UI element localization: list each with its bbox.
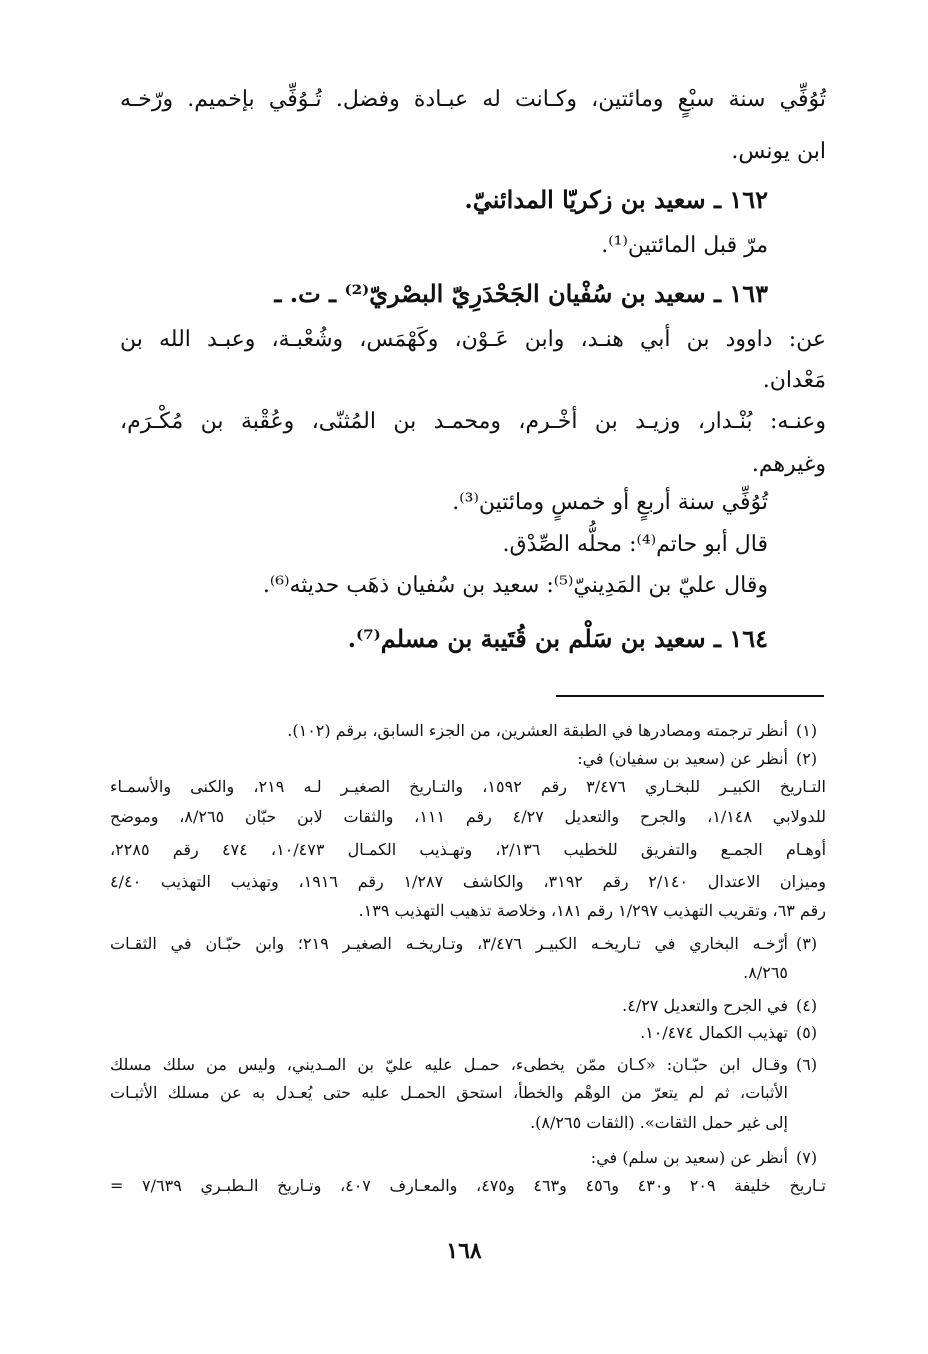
body-line: قال أبو حاتم⁽⁴⁾: محلُّه الصِّدْق. [502, 532, 768, 557]
body-line: عن: داوود بن أبي هنـد، وابن عَـوْن، وكَهْمَس، وشُعْبـة، وعبـد الله بن [120, 327, 826, 352]
entry-heading-163: ١٦٣ ـ سعيد بن سُفْيان الجَحْدَرِيّ البصْريّ⁽²⁾ ـ ت. ـ [274, 279, 768, 308]
footnote-line: في الجرح والتعديل ٤/٢٧. [622, 996, 788, 1015]
page-number: ١٦٨ [446, 1238, 482, 1264]
entry-heading-162: ١٦٢ ـ سعيد بن زكريّا المدائنيّ. [464, 185, 768, 214]
footnote-line: إلى غير حمل الثقات». (الثقات ٨/٢٦٥). [530, 1113, 788, 1132]
footnote-line: التـاريخ الكبيـر للبخـاري ٣/٤٧٦ رقم ١٥٩٢، والتـاريخ الصغيـر لـه ٢١٩، والكنى والأسمـاء [110, 777, 826, 796]
footnote-line: تـاريخ خليفة ٢٠٩ و٤٣٠ و٤٥٦ و٤٦٣ و٤٧٥، والمعـارف ٤٠٧، وتـاريخ الـطبـري ٧/٦٣٩ = [110, 1176, 827, 1195]
footnote-line: ٨/٢٦٥. [743, 963, 788, 982]
body-line: وغيرهم. [751, 452, 826, 477]
footnote-number: (٤) [796, 996, 818, 1015]
entry-heading-164: ١٦٤ ـ سعيد بن سَلْم بن قُتَيبة بن مسلم⁽⁷⁾. [347, 624, 768, 653]
footnote-line: أوهـام الجمـع والتفريق للخطيب ٢/١٣٦، وتهـذيب الكمـال ١٠/٤٧٣، ٤٧٤ رقم ٢٢٨٥، [110, 840, 827, 859]
footnote-number: (٥) [796, 1023, 818, 1042]
footnote-line: وميزان الاعتدال ٢/١٤٠ رقم ٣١٩٢، والكاشف ١/٢٨٧ رقم ١٩١٦، وتهذيب التهذيب ٤/٤٠ [110, 872, 827, 891]
footnote-line: تهذيب الكمال ١٠/٤٧٤. [640, 1023, 788, 1042]
footnote-number: (٣) [796, 934, 818, 953]
footnote-line: رقم ٦٣، وتقريب التهذيب ١/٢٩٧ رقم ١٨١، وخلاصة تذهيب التهذيب ١٣٩. [358, 901, 826, 920]
body-line: وعنـه: بُنْـدار، وزيـد بن أخْـرم، ومحمـد بن المُثنّى، وعُقْبة بن مُكْـرَم، [120, 409, 826, 434]
body-line: وقال عليّ بن المَدِينيّ⁽⁵⁾: سعيد بن سُفيان ذهَب حديثه⁽⁶⁾. [262, 573, 768, 598]
body-line: ابن يونس. [731, 139, 826, 164]
body-line: مَعْدان. [762, 368, 826, 393]
footnote-number: (٢) [796, 749, 818, 768]
footnote-line: للدولابي ١/١٤٨، والجرح والتعديل ٤/٢٧ رقم ١١١، والثقات لابن حبّان ٨/٢٦٥، وموضح [110, 807, 827, 826]
footnote-line: أنظر ترجمته ومصادرها في الطبقة العشرين، من الجزء السابق، برقم (١٠٢). [287, 721, 788, 740]
footnote-number: (٦) [796, 1055, 818, 1074]
footnote-line: أرّخـه البخاري في تـاريخـه الكبيـر ٣/٤٧٦، وتـاريخـه الصغيـر ٢١٩؛ وابن حبّـان في الثقـات [110, 934, 788, 953]
body-line: تُوُفِّي سنة أربعٍ أو خمسٍ ومائتين⁽³⁾. [452, 490, 768, 515]
footnote-line: الأثبات، ثم لم يتعرّ من الوهْم والخطأ، استحق الحمـل عليه حتى يُعـدل به عن مسلك الأثبـات [110, 1083, 788, 1102]
body-line: مرّ قبل المائتين⁽¹⁾. [601, 233, 768, 258]
footnote-number: (١) [796, 721, 818, 740]
footnote-line: وقـال ابن حبّـان: «كـان ممّن يخطىء، حمـل عليه عليّ بن المـديني، وليس من سلك مسلك [110, 1055, 788, 1074]
footnote-line: أنظر عن (سعيد بن سفيان) في: [577, 749, 788, 768]
footnote-number: (٧) [796, 1148, 818, 1167]
footnote-line: أنظر عن (سعيد بن سلم) في: [590, 1148, 788, 1167]
body-line: تُوُفِّي سنة سبْعٍ ومائتين، وكـانت له عبـادة وفضل. تُـوُفِّي بإخميم. ورّخـه [120, 87, 826, 112]
footnote-separator [556, 695, 824, 697]
